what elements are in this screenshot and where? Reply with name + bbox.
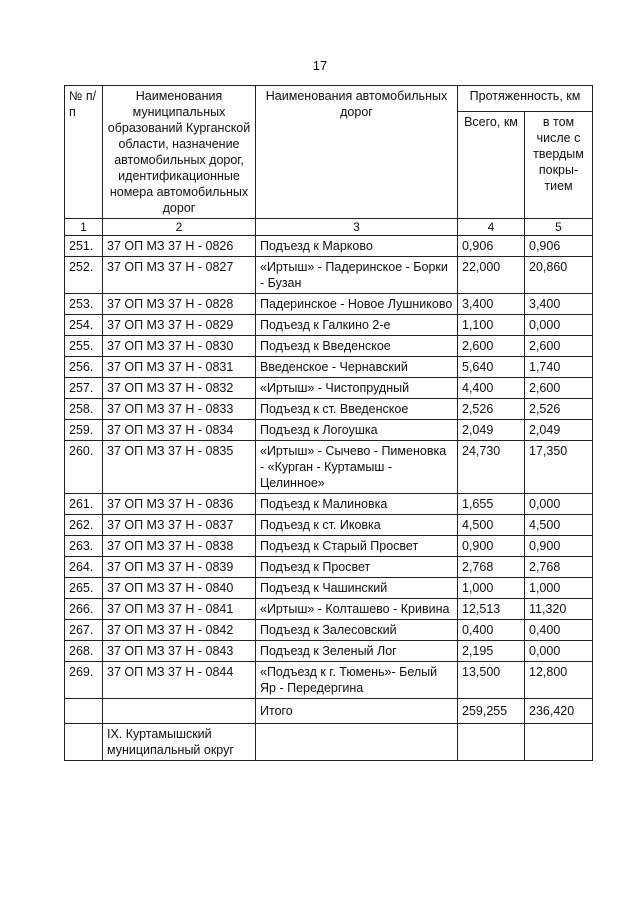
road-name: Подъезд к Просвет [256, 557, 458, 578]
road-name: Подъезд к Малиновка [256, 494, 458, 515]
header-num: № п/п [65, 86, 103, 219]
road-name: Подъезд к Логоушка [256, 420, 458, 441]
header-road-name: Наименования автомобильных дорог [256, 86, 458, 219]
table-row [65, 399, 593, 420]
table-row [65, 641, 593, 662]
page-number: 17 [312, 58, 328, 73]
table-body [65, 236, 593, 699]
road-name: «Иртыш» - Падеринское - Борки - Бузан [256, 257, 458, 294]
road-id: 37 ОП МЗ 37 Н - 0835 [103, 441, 256, 494]
length-total: 2,049 [458, 420, 525, 441]
table-row [65, 620, 593, 641]
length-total: 2,768 [458, 557, 525, 578]
road-id: 37 ОП МЗ 37 Н - 0833 [103, 399, 256, 420]
length-hard: 17,350 [525, 441, 593, 494]
road-name: Падеринское - Новое Лушниково [256, 294, 458, 315]
row-number: 264. [65, 557, 103, 578]
road-name: Подъезд к ст. Введенское [256, 399, 458, 420]
length-hard: 0,000 [525, 494, 593, 515]
road-id: 37 ОП МЗ 37 Н - 0840 [103, 578, 256, 599]
row-number: 255. [65, 336, 103, 357]
length-total: 12,513 [458, 599, 525, 620]
road-name: «Иртыш» - Колташево - Кривина [256, 599, 458, 620]
table-row [65, 662, 593, 699]
length-hard: 3,400 [525, 294, 593, 315]
length-total: 1,000 [458, 578, 525, 599]
length-hard: 2,600 [525, 336, 593, 357]
table-row [65, 294, 593, 315]
road-id: 37 ОП МЗ 37 Н - 0837 [103, 515, 256, 536]
table-row [65, 420, 593, 441]
length-hard: 12,800 [525, 662, 593, 699]
road-name: Введенское - Чернавский [256, 357, 458, 378]
length-total: 2,600 [458, 336, 525, 357]
road-id: 37 ОП МЗ 37 Н - 0829 [103, 315, 256, 336]
row-number: 266. [65, 599, 103, 620]
length-total: 3,400 [458, 294, 525, 315]
length-hard: 0,000 [525, 315, 593, 336]
section-row [65, 724, 593, 761]
table-row [65, 599, 593, 620]
road-name: Подъезд к Введенское [256, 336, 458, 357]
total-length-value: 259,255 [458, 699, 525, 724]
road-name: Подъезд к Чашинский [256, 578, 458, 599]
road-name: Подъезд к Старый Просвет [256, 536, 458, 557]
road-id: 37 ОП МЗ 37 Н - 0827 [103, 257, 256, 294]
roads-table [64, 85, 593, 761]
table-row [65, 378, 593, 399]
column-number: 1 [65, 219, 103, 236]
column-number: 2 [103, 219, 256, 236]
row-number: 254. [65, 315, 103, 336]
road-id: 37 ОП МЗ 37 Н - 0842 [103, 620, 256, 641]
total-row [65, 699, 593, 724]
length-total: 2,526 [458, 399, 525, 420]
section-label: IX. Куртамышский муниципальный округ [103, 724, 256, 761]
table-row [65, 578, 593, 599]
road-id: 37 ОП МЗ 37 Н - 0832 [103, 378, 256, 399]
column-number-row [65, 219, 593, 236]
road-name: Подъезд к ст. Иковка [256, 515, 458, 536]
length-hard: 0,900 [525, 536, 593, 557]
row-number: 252. [65, 257, 103, 294]
road-id: 37 ОП МЗ 37 Н - 0830 [103, 336, 256, 357]
length-hard: 0,906 [525, 236, 593, 257]
length-hard: 0,400 [525, 620, 593, 641]
road-name: Подъезд к Залесовский [256, 620, 458, 641]
row-number: 257. [65, 378, 103, 399]
table-row [65, 357, 593, 378]
header-total-length: Всего, км [458, 112, 525, 219]
length-total: 13,500 [458, 662, 525, 699]
length-total: 5,640 [458, 357, 525, 378]
road-name: Подъезд к Марково [256, 236, 458, 257]
road-id: 37 ОП МЗ 37 Н - 0836 [103, 494, 256, 515]
total-hard-value: 236,420 [525, 699, 593, 724]
row-number: 268. [65, 641, 103, 662]
table-row [65, 236, 593, 257]
road-id: 37 ОП МЗ 37 Н - 0831 [103, 357, 256, 378]
table-row [65, 557, 593, 578]
road-id: 37 ОП МЗ 37 Н - 0843 [103, 641, 256, 662]
road-id: 37 ОП МЗ 37 Н - 0826 [103, 236, 256, 257]
table-row [65, 494, 593, 515]
table-row [65, 315, 593, 336]
length-hard: 2,768 [525, 557, 593, 578]
table-row [65, 336, 593, 357]
road-name: «Иртыш» - Сычево - Пименовка - «Курган - Куртамыш - Целинное» [256, 441, 458, 494]
road-id: 37 ОП МЗ 37 Н - 0834 [103, 420, 256, 441]
length-total: 24,730 [458, 441, 525, 494]
header-hard-surface: в том числе с твердым покры- тием [525, 112, 593, 219]
table-row [65, 257, 593, 294]
row-number: 265. [65, 578, 103, 599]
row-number: 256. [65, 357, 103, 378]
length-total: 2,195 [458, 641, 525, 662]
table-row [65, 515, 593, 536]
row-number: 267. [65, 620, 103, 641]
length-hard: 4,500 [525, 515, 593, 536]
road-name: «Иртыш» - Чистопрудный [256, 378, 458, 399]
length-hard: 2,049 [525, 420, 593, 441]
length-hard: 11,320 [525, 599, 593, 620]
length-total: 4,500 [458, 515, 525, 536]
road-name: «Подъезд к г. Тюмень»- Белый Яр - Передергина [256, 662, 458, 699]
row-number: 261. [65, 494, 103, 515]
length-total: 4,400 [458, 378, 525, 399]
road-name: Подъезд к Галкино 2-е [256, 315, 458, 336]
column-number: 5 [525, 219, 593, 236]
length-total: 0,400 [458, 620, 525, 641]
table-row [65, 441, 593, 494]
row-number: 259. [65, 420, 103, 441]
header-municipality: Наименования муниципальных образований Курганской области, назначение автомобильных дорог, идентификационные номера автомобильных дорог [103, 86, 256, 219]
length-hard: 2,600 [525, 378, 593, 399]
road-id: 37 ОП МЗ 37 Н - 0838 [103, 536, 256, 557]
road-id: 37 ОП МЗ 37 Н - 0828 [103, 294, 256, 315]
row-number: 258. [65, 399, 103, 420]
length-hard: 20,860 [525, 257, 593, 294]
length-hard: 0,000 [525, 641, 593, 662]
length-hard: 1,740 [525, 357, 593, 378]
row-number: 251. [65, 236, 103, 257]
length-total: 0,900 [458, 536, 525, 557]
row-number: 269. [65, 662, 103, 699]
column-number: 3 [256, 219, 458, 236]
road-id: 37 ОП МЗ 37 Н - 0841 [103, 599, 256, 620]
column-number: 4 [458, 219, 525, 236]
road-id: 37 ОП МЗ 37 Н - 0839 [103, 557, 256, 578]
total-label: Итого [256, 699, 458, 724]
header-length: Протяженность, км [458, 86, 593, 112]
row-number: 253. [65, 294, 103, 315]
table-header [65, 86, 593, 236]
road-name: Подъезд к Зеленый Лог [256, 641, 458, 662]
length-total: 0,906 [458, 236, 525, 257]
length-hard: 2,526 [525, 399, 593, 420]
row-number: 260. [65, 441, 103, 494]
road-id: 37 ОП МЗ 37 Н - 0844 [103, 662, 256, 699]
row-number: 263. [65, 536, 103, 557]
length-hard: 1,000 [525, 578, 593, 599]
length-total: 22,000 [458, 257, 525, 294]
row-number: 262. [65, 515, 103, 536]
table-row [65, 536, 593, 557]
length-total: 1,100 [458, 315, 525, 336]
length-total: 1,655 [458, 494, 525, 515]
